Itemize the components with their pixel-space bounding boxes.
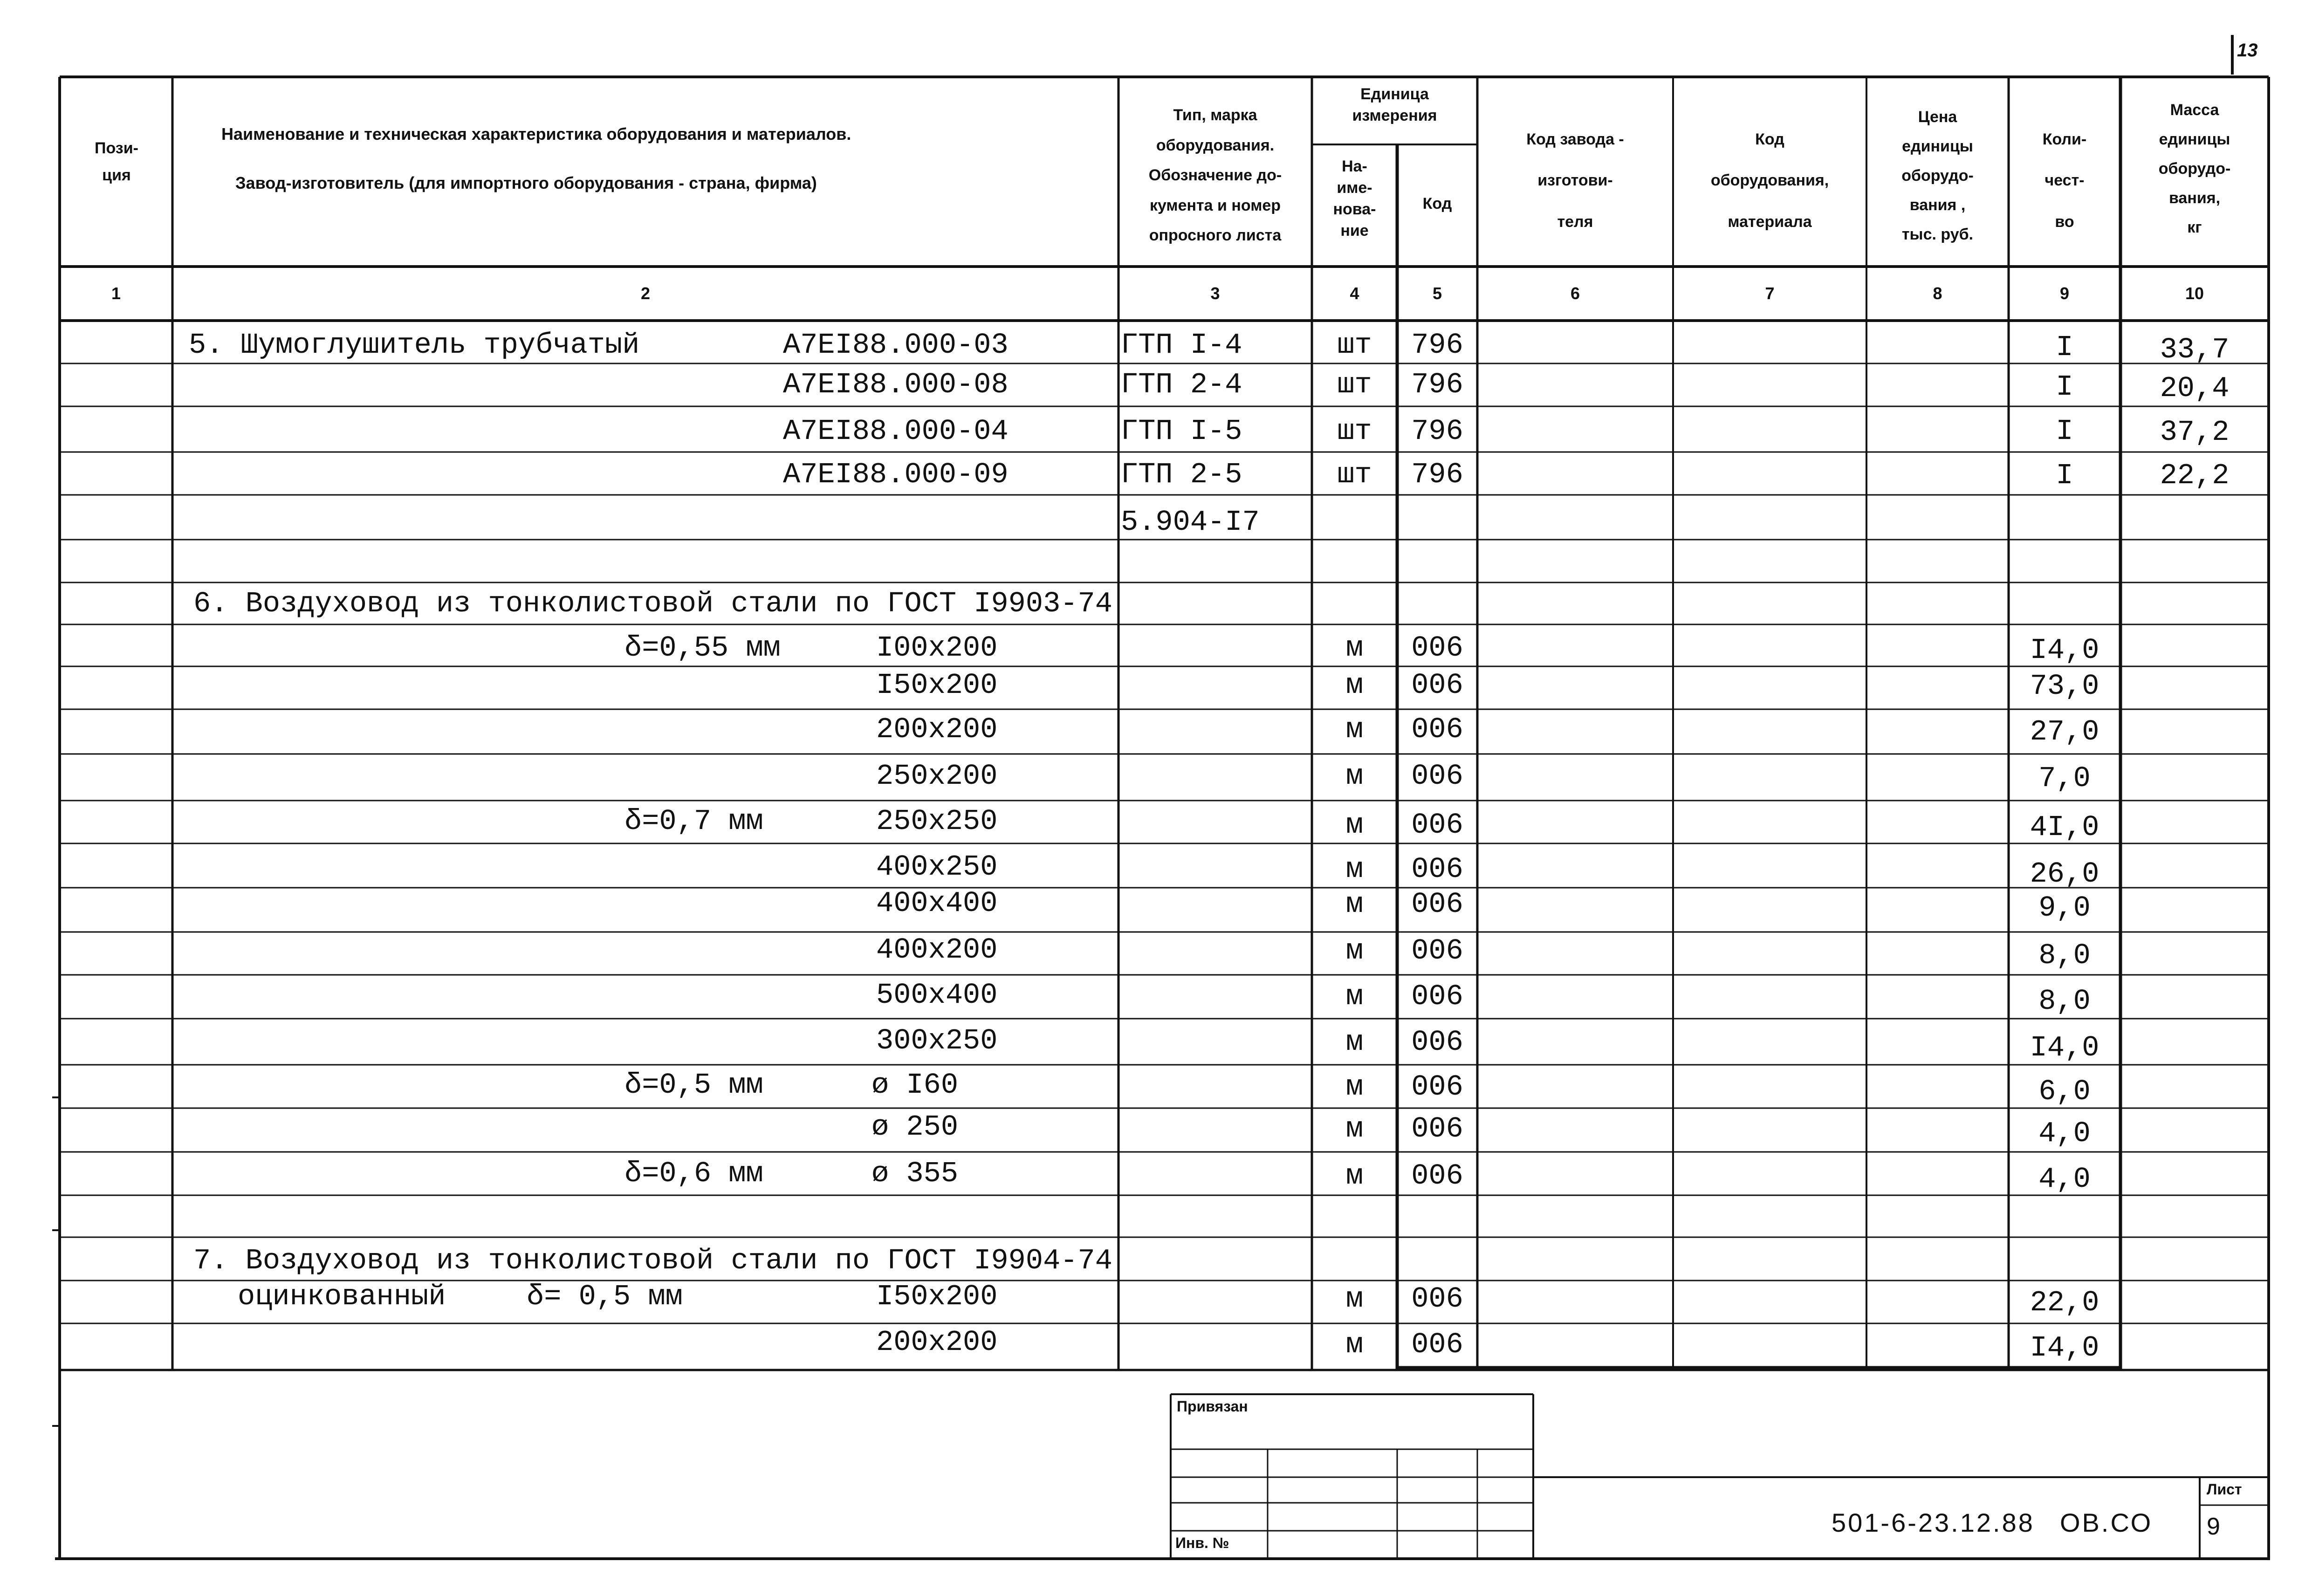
section-code: ОВ.СО [2060,1508,2153,1537]
row-quantity: I4,0 [2030,1331,2099,1364]
row-quantity: I [2056,459,2073,492]
row-unit: м [1345,713,1364,746]
row-unit: м [1345,888,1364,921]
header-mass: Масса единицы оборудо- вания, кг [2158,101,2231,236]
header-price: Цена единицы оборудо- вания , тыс. руб. [1901,108,1974,243]
row-size: ø 355 [871,1157,959,1190]
row-quantity: I4,0 [2030,1031,2099,1064]
row-unit-code: 006 [1411,1070,1463,1103]
column-number: 6 [1570,284,1580,303]
row-unit: шт [1337,415,1372,448]
header-type: Тип, марка оборудования. Обозначение до- кумента и номер опросного листа [1148,106,1282,245]
column-number: 10 [2185,284,2204,303]
row-size: 400x200 [876,933,998,966]
row-type: ГТП 2-4 [1121,368,1242,401]
row-quantity: 4I,0 [2030,811,2099,844]
row-quantity: 7,0 [2038,762,2091,795]
row-mass: 33,7 [2160,333,2230,366]
row-unit-code: 006 [1411,1026,1463,1059]
row-unit-code: 006 [1411,1159,1463,1192]
row-quantity: 9,0 [2038,891,2091,925]
row-unit: шт [1337,368,1372,401]
row-unit-code: 006 [1411,1328,1463,1361]
row-name: 5. Шумоглушитель трубчатый [189,329,640,362]
row-quantity: 4,0 [2038,1163,2091,1196]
row-unit: м [1345,1112,1364,1145]
row-size: А7ЕI88.000-03 [783,329,1008,362]
row-spec: δ=0,7 мм [624,805,763,838]
row-type: ГТП I-5 [1121,415,1242,448]
row-unit-code: 796 [1411,458,1463,491]
column-number: 5 [1432,284,1442,303]
row-name: 7. Воздуховод из тонколистовой стали по ГОСТ I9904-74 [193,1244,1112,1277]
row-unit: м [1345,934,1364,967]
row-size: 250x200 [876,760,998,793]
row-spec: δ= 0,5 мм [527,1280,683,1313]
corner-page-number: 13 [2237,40,2258,61]
row-mass: 22,2 [2160,459,2230,492]
row-quantity: 73,0 [2030,670,2099,703]
row-unit-code: 006 [1411,1112,1463,1145]
row-quantity: I [2056,415,2073,448]
row-quantity: 8,0 [2038,985,2091,1018]
row-unit-code: 006 [1411,934,1463,967]
column-number: 8 [1933,284,1942,303]
row-type: 5.904-I7 [1121,506,1260,539]
row-size: А7ЕI88.000-04 [783,415,1008,448]
row-unit-code: 006 [1411,888,1463,921]
header-unit-name: На- име- нова- ние [1333,158,1376,240]
stamp-inv-label: Инв. № [1175,1534,1229,1551]
row-quantity: I4,0 [2030,634,2099,667]
row-unit: м [1345,808,1364,842]
row-quantity: I [2056,370,2073,404]
row-name: оцинкованный [238,1280,446,1313]
column-number: 4 [1350,284,1359,303]
row-unit: м [1345,1159,1364,1192]
row-unit: м [1345,980,1364,1013]
row-unit-code: 796 [1411,368,1463,401]
row-quantity: 8,0 [2038,939,2091,972]
column-number: 1 [111,284,121,303]
row-quantity: 6,0 [2038,1075,2091,1108]
header-factory-code: Код завода - изготови- теля [1526,130,1624,231]
row-unit-code: 006 [1411,980,1463,1013]
row-size: ø I60 [871,1069,959,1102]
row-size: 200x200 [876,713,998,746]
row-type: ГТП I-4 [1121,329,1242,362]
row-size: А7ЕI88.000-08 [783,368,1008,401]
row-unit-code: 796 [1411,415,1463,448]
row-unit: м [1345,669,1364,702]
sheet-number: 9 [2207,1513,2220,1540]
row-unit-code: 006 [1411,760,1463,793]
row-spec: δ=0,55 мм [624,631,781,664]
row-mass: 20,4 [2160,372,2230,405]
column-number: 3 [1210,284,1220,303]
row-quantity: I [2056,331,2073,364]
row-size: I50x200 [876,669,998,702]
row-unit: м [1345,853,1364,886]
sheet-label: Лист [2207,1481,2242,1498]
row-size: А7ЕI88.000-09 [783,458,1008,491]
row-unit: м [1345,631,1364,664]
document-number: 501-6-23.12.88 [1832,1508,2035,1537]
row-quantity: 22,0 [2030,1286,2099,1319]
row-quantity: 27,0 [2030,715,2099,748]
row-mass: 37,2 [2160,416,2230,449]
row-unit: шт [1337,329,1372,362]
row-unit: м [1345,1026,1364,1059]
row-type: ГТП 2-5 [1121,458,1242,491]
row-unit: м [1345,760,1364,793]
row-quantity: 4,0 [2038,1117,2091,1150]
stamp-linked-label: Привязан [1177,1398,1248,1415]
row-unit-code: 796 [1411,329,1463,362]
row-size: 200x200 [876,1326,998,1359]
row-unit: м [1345,1328,1364,1361]
row-size: 300x250 [876,1024,998,1057]
row-name: 6. Воздуховод из тонколистовой стали по ГОСТ I9903-74 [193,587,1112,620]
row-size: ø 250 [871,1110,959,1144]
row-size: 400x250 [876,850,998,884]
row-size: 250x250 [876,805,998,838]
row-unit-code: 006 [1411,1282,1463,1315]
header-name-line1: Наименование и техническая характеристика оборудования и материалов. [221,124,851,144]
column-number: 2 [640,284,651,303]
row-size: 500x400 [876,979,998,1012]
row-unit: шт [1337,458,1372,491]
row-unit-code: 006 [1411,631,1463,664]
row-size: I00x200 [876,631,998,664]
column-number: 9 [2059,284,2070,303]
header-equipment-code: Код оборудования, материала [1710,130,1829,231]
column-number: 7 [1765,284,1775,303]
row-unit-code: 006 [1411,669,1463,702]
row-unit: м [1345,1070,1364,1103]
row-spec: δ=0,5 мм [624,1069,763,1102]
row-size: I50x200 [876,1280,998,1313]
header-unit-group: Единица измерения [1352,85,1437,124]
row-unit-code: 006 [1411,713,1463,746]
header-unit-code: Код [1422,195,1452,212]
header-quantity: Коли- чест- во [2042,130,2087,231]
row-quantity: 26,0 [2030,857,2099,890]
header-name-line2: Завод-изготовитель (для импортного оборудования - страна, фирма) [235,173,817,192]
header-position: Пози- ция [95,139,138,184]
row-unit-code: 006 [1411,808,1463,842]
row-unit: м [1345,1282,1364,1315]
row-unit-code: 006 [1411,853,1463,886]
row-size: 400x400 [876,887,998,920]
row-spec: δ=0,6 мм [624,1157,763,1190]
